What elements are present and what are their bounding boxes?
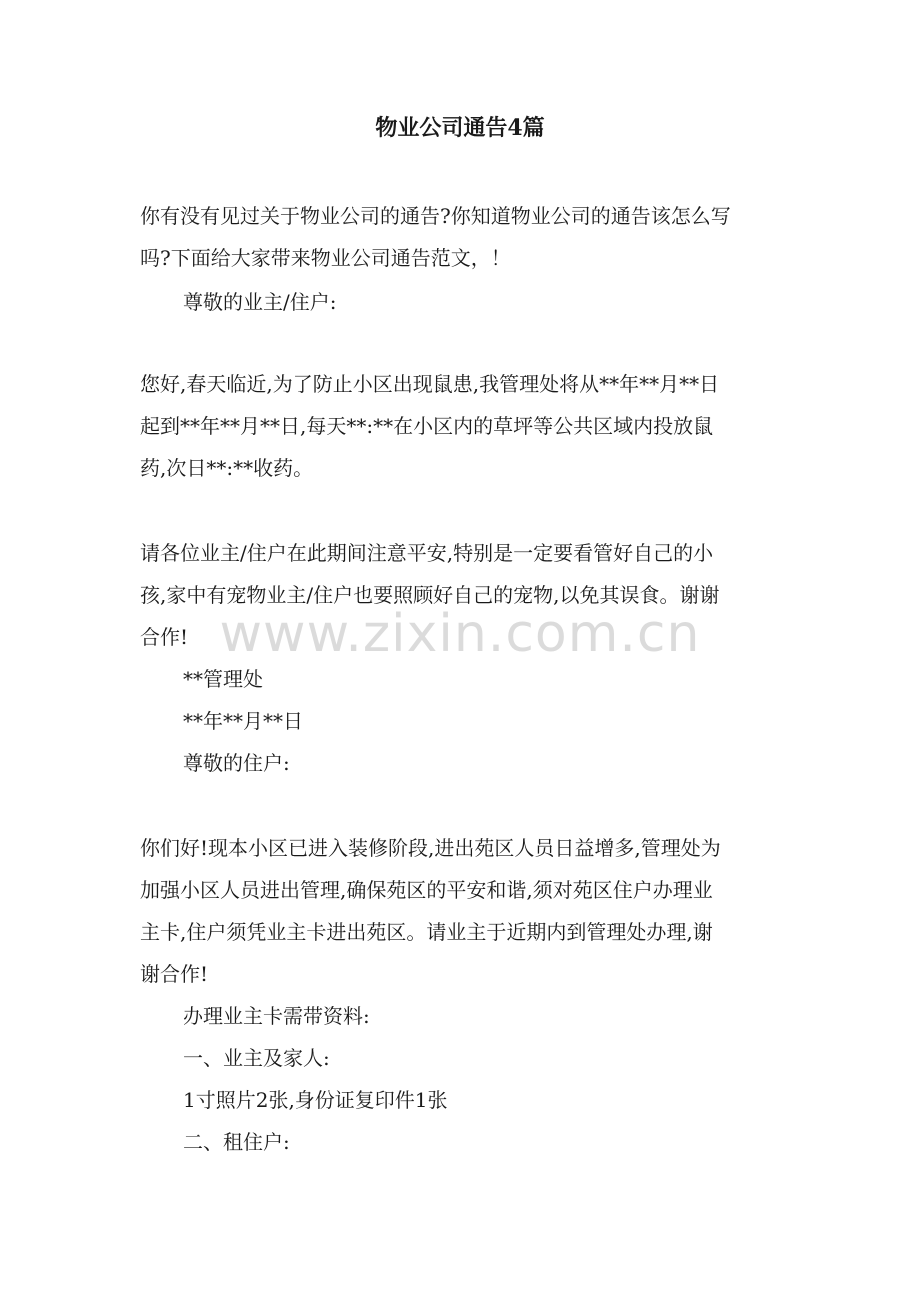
notice-2-line-4: 谢合作!: [140, 962, 209, 986]
notice-1-line-1: 您好,春天临近,为了防止小区出现鼠患,我管理处将从**年**月**日: [140, 372, 720, 396]
notice-2-line-1: 你们好!现本小区已进入装修阶段,进出苑区人员日益增多,管理处为: [140, 836, 721, 860]
notice-2-line-3: 主卡,住户须凭业主卡进出苑区。请业主于近期内到管理处办理,谢: [140, 920, 713, 944]
notice-2-line-2: 加强小区人员进出管理,确保苑区的平安和谐,须对苑区住户办理业: [140, 878, 713, 902]
intro-line-1: 你有没有见过关于物业公司的通告?你知道物业公司的通告该怎么写: [140, 204, 731, 228]
notice-1-line-2: 起到**年**月**日,每天**:**在小区内的草坪等公共区域内投放鼠: [140, 414, 714, 438]
materials-section-2: 二、租住户:: [183, 1130, 290, 1154]
materials-item-1: 1寸照片2张,身份证复印件1张: [183, 1088, 448, 1112]
document-title: 物业公司通告4篇: [375, 115, 545, 141]
signature-office: **管理处: [183, 667, 263, 691]
salutation-2: 尊敬的住户:: [183, 751, 290, 775]
signature-date: **年**月**日: [183, 709, 303, 733]
materials-heading: 办理业主卡需带资料:: [183, 1004, 370, 1028]
materials-section-1: 一、业主及家人:: [183, 1046, 330, 1070]
notice-1-line-5: 孩,家中有宠物业主/住户也要照顾好自己的宠物,以免其误食。谢谢: [140, 583, 720, 607]
notice-1-line-4: 请各位业主/住户在此期间注意平安,特别是一定要看管好自己的小: [140, 541, 714, 565]
watermark: www.zixin.com.cn: [219, 604, 701, 664]
notice-1-line-3: 药,次日**:**收药。: [140, 456, 314, 480]
salutation-1: 尊敬的业主/住户:: [183, 290, 337, 314]
notice-1-line-6: 合作!: [140, 625, 189, 649]
intro-line-2: 吗?下面给大家带来物业公司通告范文，！: [140, 246, 511, 270]
